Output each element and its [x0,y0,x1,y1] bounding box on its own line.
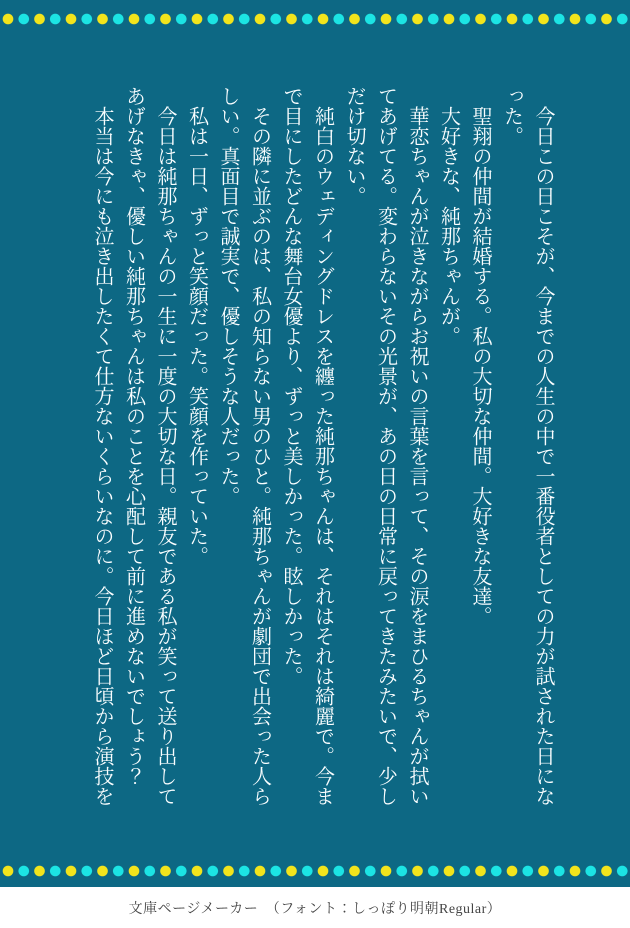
story-paragraph: 今日は純那ちゃんの一生に一度の大切な日。親友である私が笑って送り出してあげなきゃ、優しい純那ちゃんは私のことを心配して前に進めないでしょう？ [122,86,176,806]
footer-strip [0,887,630,928]
story-paragraph: その隣に並ぶのは、私の知らない男のひと。純那ちゃんが劇団で出会った人らしい。真面目で誠実で、優しそうな人だった。 [217,86,271,806]
dot-border-top [0,13,630,25]
story-paragraph: 聖翔の仲間が結婚する。私の大切な仲間。大好きな友達。 [469,106,491,626]
story-paragraph: 今日この日こそが、今までの人生の中で一番役者としての力が試された日になった。 [500,86,554,806]
story-paragraph: 大好きな、純那ちゃんが。 [437,106,460,346]
story-paragraph: 華恋ちゃんが泣きながらお祝いの言葉を言って、その涙をまひるちゃんが拭いてあげてる。変わらないその光景が、あの日の日常に戻ってきたみたいで、少しだけ切ない。 [343,86,428,806]
dot-border-bottom [0,865,630,877]
story-text [86,86,559,810]
story-paragraph: 私は一日、ずっと笑顔だった。笑顔を作っていた。 [185,106,208,566]
story-paragraph: 純白のウェディングドレスを纏った純那ちゃんは、それはそれは綺麗で。今まで目にしたどんな舞台女優より、ずっと美しかった。眩しかった。 [280,86,334,806]
footer-credit: 文庫ページメーカー （フォント：しっぽり明朝Regular） [128,901,502,917]
story-paragraph: 本当は今にも泣き出したくて仕方ないくらいなのに。今日ほど日頃から演技を [91,106,113,806]
